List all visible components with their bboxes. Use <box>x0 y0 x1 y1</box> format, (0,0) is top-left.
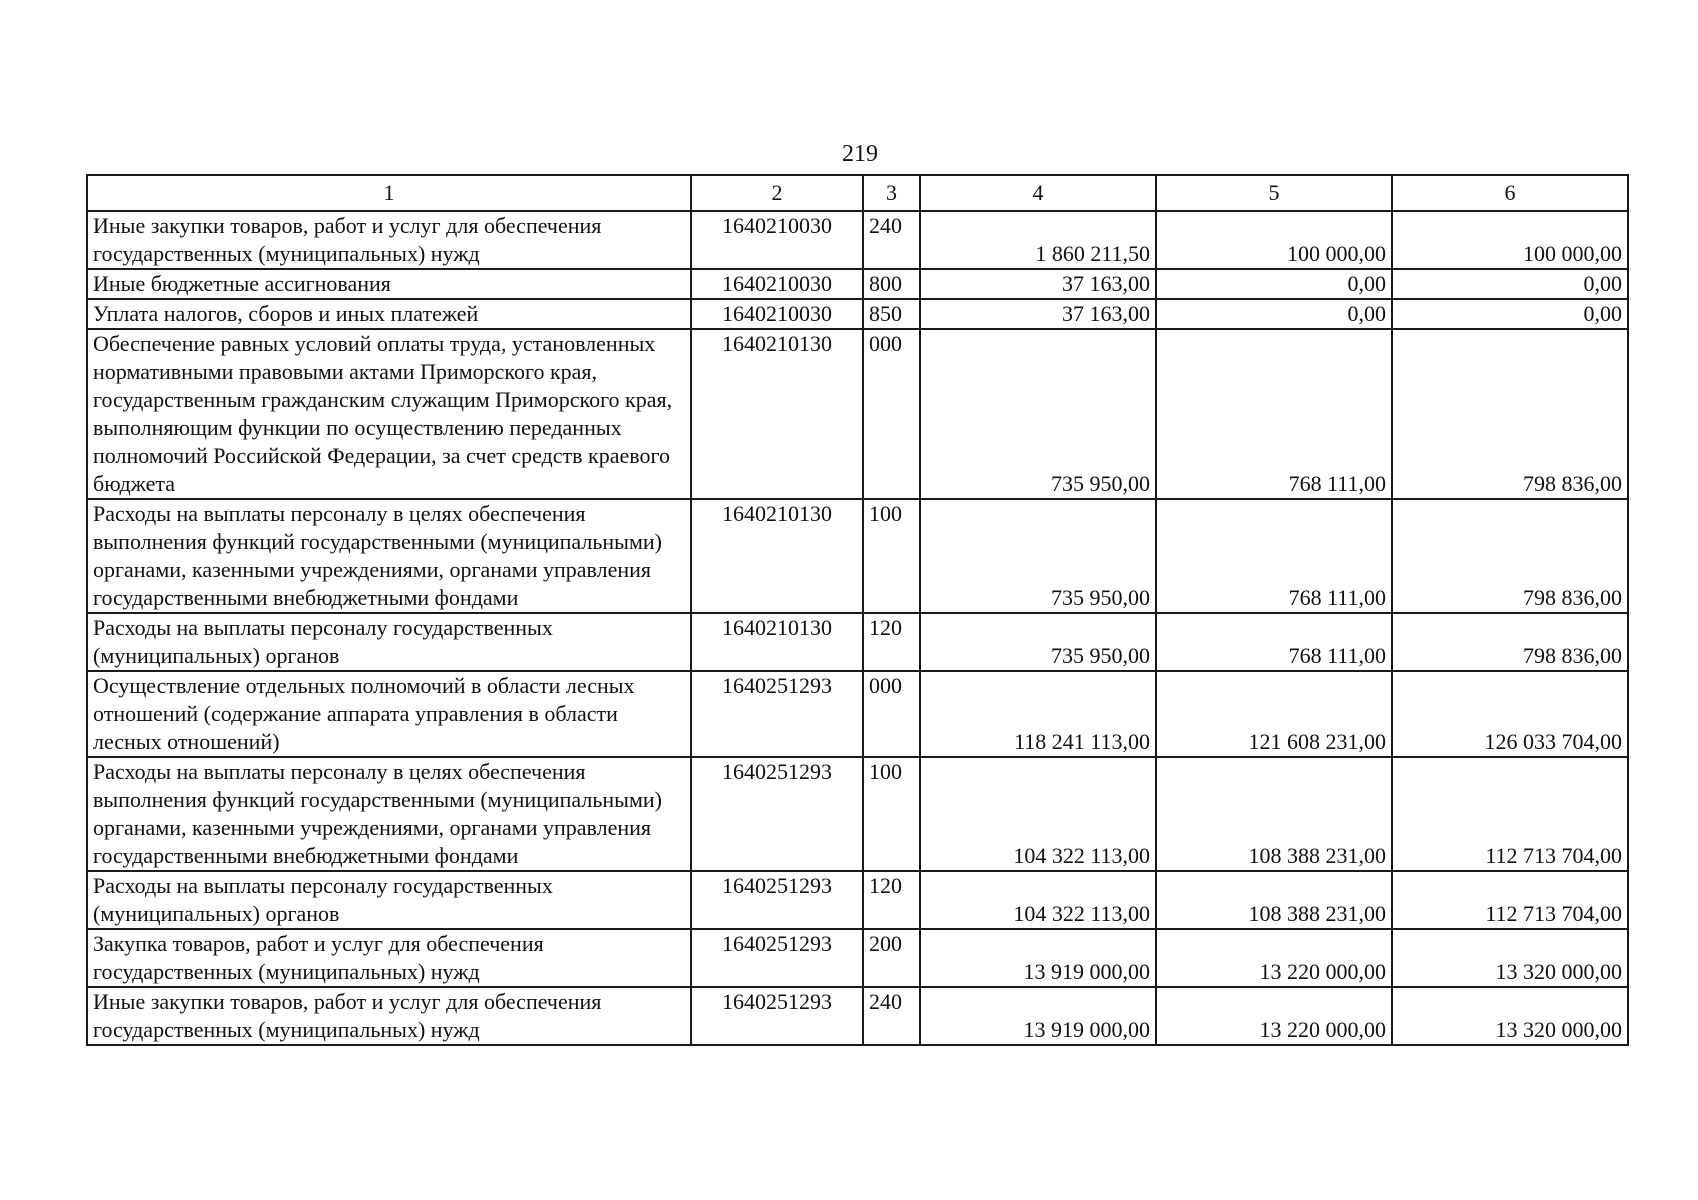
amount-col6: 112 713 704,00 <box>1392 871 1628 929</box>
header-cell: 5 <box>1156 175 1392 211</box>
header-cell: 3 <box>863 175 920 211</box>
table-row <box>87 299 1628 329</box>
amount-col4: 37 163,00 <box>920 299 1156 329</box>
amount-col6: 112 713 704,00 <box>1392 757 1628 871</box>
amount-col5: 108 388 231,00 <box>1156 871 1392 929</box>
table-row <box>87 269 1628 299</box>
amount-col5: 0,00 <box>1156 299 1392 329</box>
amount-col4: 13 919 000,00 <box>920 987 1156 1045</box>
amount-col6: 0,00 <box>1392 299 1628 329</box>
amount-col5: 768 111,00 <box>1156 613 1392 671</box>
amount-col6: 798 836,00 <box>1392 499 1628 613</box>
amount-col4: 13 919 000,00 <box>920 929 1156 987</box>
amount-col5: 100 000,00 <box>1156 211 1392 269</box>
expense-type-code: 000 <box>863 671 920 757</box>
table-row <box>87 871 1628 929</box>
expense-name: Расходы на выплаты персоналу государственных (муниципальных) органов <box>87 871 691 929</box>
table-row <box>87 329 1628 499</box>
target-code: 1640210030 <box>691 299 863 329</box>
target-code: 1640251293 <box>691 929 863 987</box>
expense-name: Иные закупки товаров, работ и услуг для обеспечения государственных (муниципальных) нужд <box>87 987 691 1045</box>
expense-type-code: 240 <box>863 987 920 1045</box>
target-code: 1640210030 <box>691 211 863 269</box>
expense-name: Уплата налогов, сборов и иных платежей <box>87 299 691 329</box>
target-code: 1640251293 <box>691 757 863 871</box>
table-row <box>87 211 1628 269</box>
expense-name: Расходы на выплаты персоналу в целях обеспечения выполнения функций государственными (муниципальными) органами, казенными учреждениями, органами управления государственными внебюджетными фондами <box>87 757 691 871</box>
expense-name: Обеспечение равных условий оплаты труда, установленных нормативными правовыми актами Приморского края, государственным гражданским служащим Приморского края, выполняющим функции по осуществлению переданных полномочий Российской Федерации, за счет средств краевого бюджета <box>87 329 691 499</box>
amount-col6: 798 836,00 <box>1392 329 1628 499</box>
expense-type-code: 120 <box>863 871 920 929</box>
expense-name: Закупка товаров, работ и услуг для обеспечения государственных (муниципальных) нужд <box>87 929 691 987</box>
amount-col4: 735 950,00 <box>920 329 1156 499</box>
table-row <box>87 757 1628 871</box>
amount-col4: 104 322 113,00 <box>920 871 1156 929</box>
target-code: 1640251293 <box>691 987 863 1045</box>
expense-name: Расходы на выплаты персоналу государственных (муниципальных) органов <box>87 613 691 671</box>
table-row <box>87 987 1628 1045</box>
table-row <box>87 929 1628 987</box>
expense-name: Осуществление отдельных полномочий в области лесных отношений (содержание аппарата управления в области лесных отношений) <box>87 671 691 757</box>
expense-type-code: 200 <box>863 929 920 987</box>
amount-col6: 13 320 000,00 <box>1392 929 1628 987</box>
amount-col4: 735 950,00 <box>920 499 1156 613</box>
amount-col4: 735 950,00 <box>920 613 1156 671</box>
amount-col6: 126 033 704,00 <box>1392 671 1628 757</box>
amount-col5: 768 111,00 <box>1156 499 1392 613</box>
amount-col6: 798 836,00 <box>1392 613 1628 671</box>
table-row <box>87 613 1628 671</box>
amount-col6: 100 000,00 <box>1392 211 1628 269</box>
expense-name: Расходы на выплаты персоналу в целях обеспечения выполнения функций государственными (муниципальными) органами, казенными учреждениями, органами управления государственными внебюджетными фондами <box>87 499 691 613</box>
amount-col4: 104 322 113,00 <box>920 757 1156 871</box>
target-code: 1640210130 <box>691 329 863 499</box>
table-row <box>87 671 1628 757</box>
amount-col4: 1 860 211,50 <box>920 211 1156 269</box>
target-code: 1640210030 <box>691 269 863 299</box>
expense-type-code: 000 <box>863 329 920 499</box>
header-cell: 6 <box>1392 175 1628 211</box>
amount-col5: 121 608 231,00 <box>1156 671 1392 757</box>
expense-type-code: 240 <box>863 211 920 269</box>
amount-col5: 108 388 231,00 <box>1156 757 1392 871</box>
expense-type-code: 120 <box>863 613 920 671</box>
page-number: 219 <box>842 141 878 167</box>
amount-col5: 13 220 000,00 <box>1156 929 1392 987</box>
expense-name: Иные закупки товаров, работ и услуг для обеспечения государственных (муниципальных) нужд <box>87 211 691 269</box>
amount-col5: 13 220 000,00 <box>1156 987 1392 1045</box>
expense-type-code: 800 <box>863 269 920 299</box>
expense-name: Иные бюджетные ассигнования <box>87 269 691 299</box>
amount-col6: 13 320 000,00 <box>1392 987 1628 1045</box>
target-code: 1640210130 <box>691 499 863 613</box>
amount-col5: 0,00 <box>1156 269 1392 299</box>
target-code: 1640210130 <box>691 613 863 671</box>
expense-type-code: 100 <box>863 499 920 613</box>
expense-type-code: 100 <box>863 757 920 871</box>
table-row <box>87 499 1628 613</box>
header-cell: 4 <box>920 175 1156 211</box>
budget-table <box>86 174 1629 1046</box>
amount-col4: 37 163,00 <box>920 269 1156 299</box>
header-row <box>87 175 1628 211</box>
amount-col5: 768 111,00 <box>1156 329 1392 499</box>
amount-col6: 0,00 <box>1392 269 1628 299</box>
header-cell: 2 <box>691 175 863 211</box>
target-code: 1640251293 <box>691 871 863 929</box>
amount-col4: 118 241 113,00 <box>920 671 1156 757</box>
target-code: 1640251293 <box>691 671 863 757</box>
header-cell: 1 <box>87 175 691 211</box>
expense-type-code: 850 <box>863 299 920 329</box>
